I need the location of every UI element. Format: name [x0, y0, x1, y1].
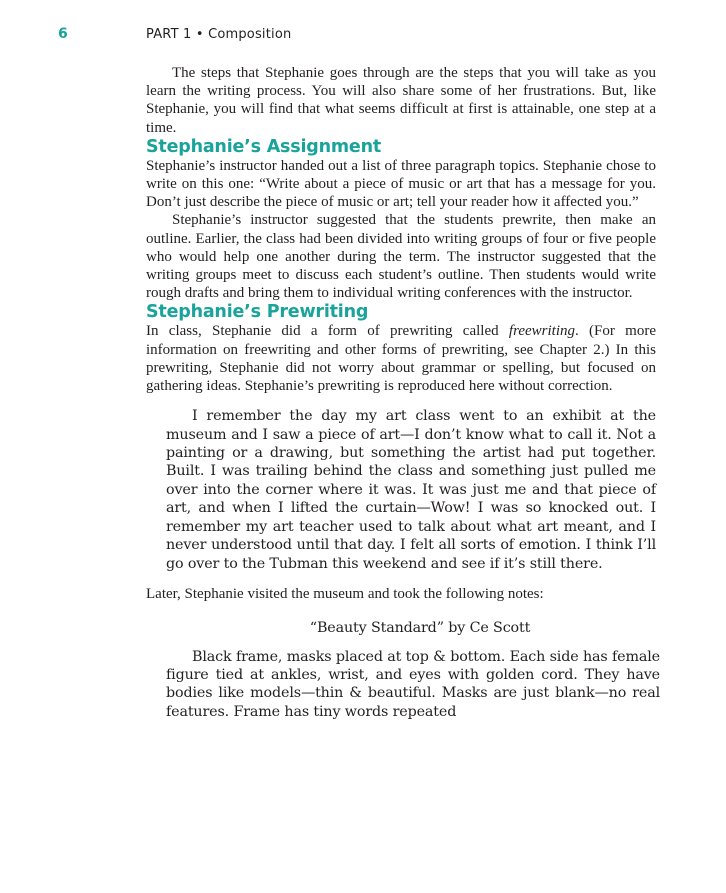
museum-notes: Black frame, masks placed at top & bottom. Each side has female figure tied at ankles, wrist, and eyes with golden cord. They have bodies like models—thin & beautiful. Masks are just blank—no real features. Frame has tiny words repeated	[166, 648, 660, 720]
assignment-paragraph-1: Stephanie’s instructor handed out a list of three paragraph topics. Stephanie chose to write on this one: “Write about a piece of music or art that has a message for you. Don’t just describe the piece of music or art; tell your reader how it affected you.”	[146, 157, 656, 211]
assignment-heading: Stephanie’s Assignment	[146, 136, 382, 157]
prewriting-intro-after: . (For more information on freewriting and other forms of prewriting, see Chapter 2.) In this prewriting, Stephanie did not worry about grammar or spelling, but focused on gathering ideas. Stephanie’s prewriting is reproduced here without correction.	[146, 323, 656, 395]
museum-notes-intro: Later, Stephanie visited the museum and took the following notes:	[146, 585, 544, 602]
intro-paragraph: The steps that Stephanie goes through are the steps that you will take as you learn the writing process. You will also share some of her frustrations. But, like Stephanie, you will find that what seems difficult at first is attainable, one step at a time.	[146, 65, 656, 136]
artwork-title: “Beauty Standard” by Ce Scott	[309, 620, 531, 637]
assignment-paragraph-2: Stephanie’s instructor suggested that the students prewrite, then make an outline. Earlier, the class had been divided into writing groups of four or five people who would help one another during the term. The instructor suggested that the writing groups meet to discuss each student’s outline. Then students would write rough drafts and bring them to individual writing conferences with the instructor.	[146, 212, 656, 302]
prewriting-intro-before: In class, Stephanie did a form of prewriting called	[146, 323, 509, 340]
page-number: 6	[58, 26, 68, 42]
prewriting-heading: Stephanie’s Prewriting	[146, 302, 369, 323]
prewriting-intro-paragraph	[146, 322, 656, 395]
page-body	[146, 64, 660, 721]
freewriting-term: freewriting	[508, 323, 576, 340]
freewriting-sample: I remember the day my art class went to an exhibit at the museum and I saw a piece of art—I don’t know what to call it. Not a painting or a drawing, but something the artist had put together. Built. I was trailing behind the class and something just pulled me over into the corner where it was. It was just me and that piece of art, and when I lifted the curtain—Wow! I was so knocked out. I remember my art teacher used to talk about what art meant, and I never understood until that day. I felt all sorts of emotion. I think I’ll go over to the Tubman this weekend and see if it’s still there.	[166, 408, 656, 572]
running-head: PART 1 • Composition	[146, 27, 292, 42]
